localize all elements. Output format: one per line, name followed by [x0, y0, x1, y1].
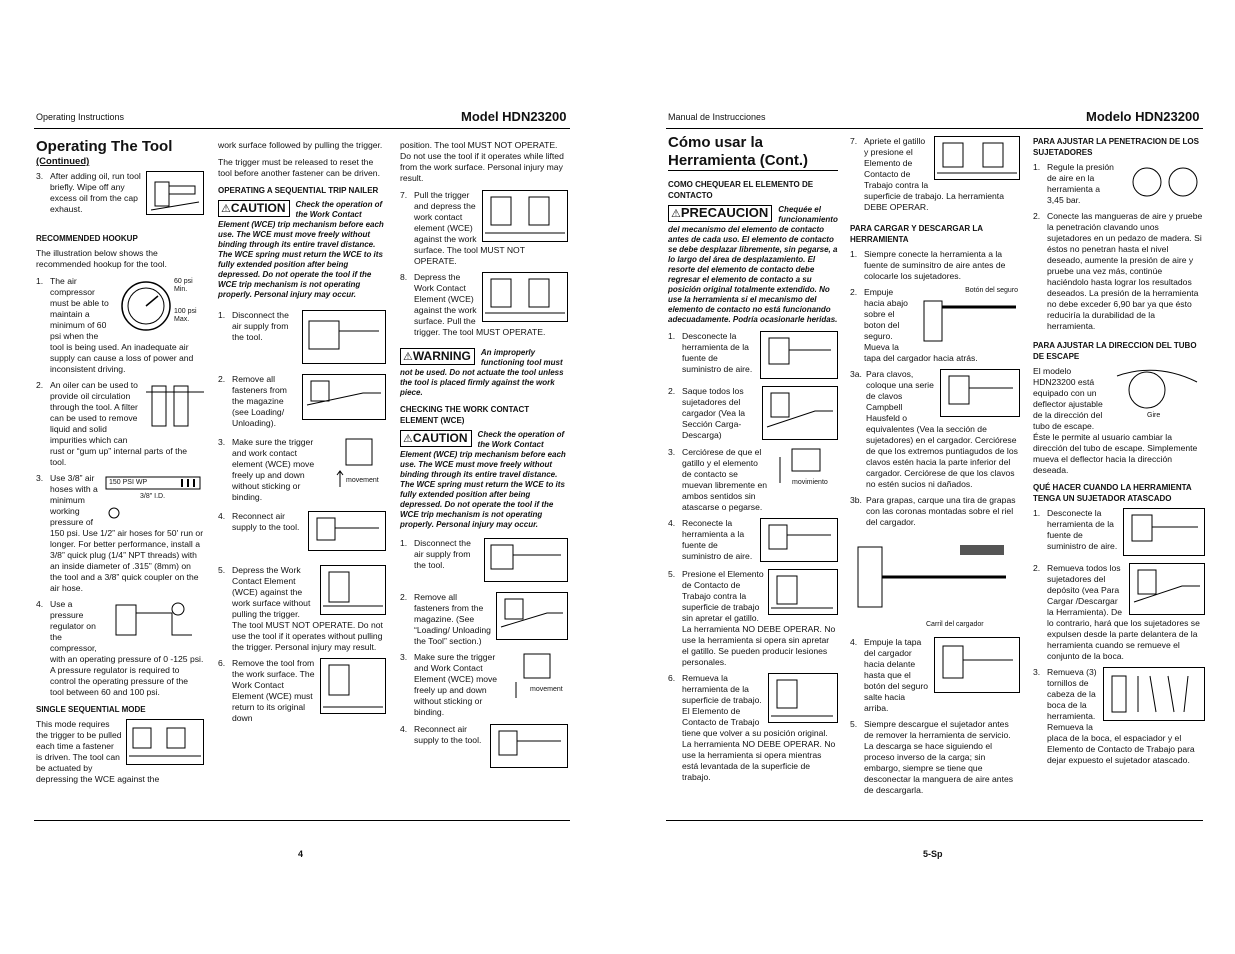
- check-step-6: Remueva la herramienta de la superficie de trabajo. El Elemento de Contacto de Trabajo tiene que volver a su posición original. La herramienta NO DEBE OPERAR. No use la herramienta si opera mientras está levantada de la superficie de trabajo.: [682, 673, 836, 782]
- tool-figure: [496, 592, 568, 640]
- header-label: Operating Instructions: [36, 112, 125, 122]
- tool-figure: [484, 538, 568, 582]
- seq-step-5: Depress the Work Contact Element (WCE) against the work surface without pulling the trigger. The tool MUST NOT OPERATE. Do not use the tool if it operates without pulling the trigger. Personal injury may result.: [232, 565, 383, 652]
- warning-text: An improperly functioning tool must not be used. Do not actuate the tool unless the tool is placed firmly against the work piece.: [400, 348, 564, 397]
- header-rule: [34, 128, 570, 129]
- latch-figure: [920, 287, 1020, 351]
- column-3: position. The tool MUST NOT OPERATE. Do not use the tool if it operates while lifted from the work surface. Personal injury may result. 7. Pull the trigger and depress the work contact element (WCE) against the work surface. The tool MUST NOT OPERATE. 8. Depress the Work Contact Element (WCE) against the work surface. Pull the trigger. The tool MUST OPERATE. ⚠WARNING An improperly functioning tool must not be used. Do not actuate the tool unless the tool is placed firmly against the work piece. CHECKING THE WORK CONTACT ELEMENT (WCE) ⚠CAUTION Check the operation of the Work Contact Element (WCE) trip mechanism before each use. The WCE must move freely without binding through its entire travel distance. The WCE spring must return the WCE to its fully extended position after being depressed. Do not operate the tool if the WCE trip mechanism is not operating properly. Personal injury may occur. 1. Disconnect the air supply from the tool. 2. Remove all fasteners from the magazine. (See “Loading/ Unloading the Tool” section.) 3. movement Make sure the trigger and Work Contact Element (WCE) move freely up and down without sticking or binding. 4. Reconnect air supply to the tool.: [400, 140, 568, 775]
- single-mode-text: This mode requires the trigger to be pulled each time a fastener is driven. The tool can be actuated by depressing the WCE against the: [36, 719, 160, 784]
- footer-rule: [666, 820, 1203, 821]
- header-rule: [666, 128, 1203, 129]
- jam-step-1: Desconecte la herramienta de la fuente de suministro de aire.: [1047, 508, 1118, 551]
- hookup-2-text: An oiler can be used to provide oil circulation through the tool. A filter can be used to remove liquid and solid impurities which can rust or “gum up” internal parts of the tool.: [50, 380, 188, 467]
- tool-figure: [320, 658, 386, 714]
- latch-label: Botón del seguro: [965, 287, 1018, 294]
- check-step-2: Remove all fasteners from the magazine. (See “Loading/ Unloading the Tool” section.): [414, 592, 491, 646]
- tool-figure: [934, 136, 1020, 180]
- column-2: work surface followed by pulling the trigger. The trigger must be released to reset the tool before another fastener can be driven. OPERATING A SEQUENTIAL TRIP NAILER ⚠CAUTION Check the operation of the Work Contact Element (WCE) trip mechanism before each use. The WCE must move freely without binding through its entire travel distance. The WCE spring must return the WCE to its fully extended position after being depressed. Do not operate the tool if the WCE trip mechanism is not operating properly. Personal injury may occur. 1. Disconnect the air supply from the tool. 2. Remove all fasteners from the magazine (see Loading/ Unloading). 3. movement Make sure the trigger and work contact element (WCE) move freely up and down without sticking or binding. 4. Reconnect air supply to the tool. 5. Depress the Work Contact Element (WCE) against the work surface without pulling the trigger. The tool MUST NOT OPERATE. Do not use the tool if it operates without pulling the trigger. Personal injury may result. 6. Remove the tool from the work surface. The Work Contact Element (WCE) must return to its original down: [218, 140, 386, 729]
- step-3-text: After adding oil, run tool briefly. Wipe off any excess oil from the cap exhaust.: [50, 171, 141, 214]
- column-1: Cómo usar la Herramienta (Cont.) COMO CHEQUEAR EL ELEMENTO DE CONTACTO ⚠PRECAUCION Chequée el funcionamiento del mecanismo del elemento de contacto antes de cada uso. El elemento de contacto se debe desplazar libremente, sin pegarse, a lo largo del área de desplazamiento. El resorte del elemento de contacto debe regresar el elemento de contacto a su posición original totalmente extendido. No use la herramienta si el mecanismo del elemento de contacto no está funcionando adecuadamente. Podría ocasionarle heridas. 1. Desconecte la herramienta de la fuente de suministro de aire. 2. Saque todos los sujetadores del cargador (Vea la Sección Carga-Descarga) 3. movimiento Cerciórese de que el gatillo y el elemento de contacto se muevan libremente en ambos sentidos sin atascarse o pegarse. 4. Reconecte la herramienta a la fuente de suministro de aire. 5. Presione el Elemento de Contacto de Trabajo contra la superficie de trabajo sin apretar el gatillo. La herramienta NO DEBE OPERAR. No use la herramienta si opera sin apretar el gatillo. Se pueden producir lesiones personales. 6. Remueva la herramienta de la superficie de trabajo. El Elemento de Contacto de Trabajo tiene que volver a su posición original. La herramienta NO DEBE OPERAR. No use la herramienta si opera mientras está levantada de la superficie de trabajo.: [668, 134, 838, 782]
- check-step-1: Desconecte la herramienta de la fuente de suministro de aire.: [682, 331, 753, 374]
- pen-step-1: Regule la presión de aire en la herramienta a 3,45 bar.: [1047, 162, 1114, 205]
- precaucion-block: [668, 205, 838, 325]
- page-subtitle: (Continued): [36, 156, 90, 167]
- check-step-2: Saque todos los sujetadores del cargador (Vea la Sección Carga-Descarga): [682, 386, 746, 440]
- tool-figure: [940, 369, 1020, 417]
- col2-paragraph-1: work surface followed by pulling the trigger.: [218, 140, 383, 150]
- sequential-heading: OPERATING A SEQUENTIAL TRIP NAILER: [218, 186, 379, 195]
- header-model: Model HDN23200: [461, 109, 567, 124]
- right-page: [617, 0, 1235, 954]
- seq-step-6: Remove the tool from the work surface. The Work Contact Element (WCE) must return to its original down: [232, 658, 315, 723]
- load-step-3a: Para clavos, coloque una serie de clavos Campbell Hausfeld o equivalentes (Vea la sección de sujetadores) en el cargador. Cerciórese de que los extremos puntiagudos de los clavos estén hacia la parte inferior del cargador. Cerciórese de que los clavos no estén sucios ni dañados.: [866, 369, 1018, 489]
- tool-figure: [1129, 563, 1205, 615]
- regulator-figure: [112, 599, 204, 643]
- check-step-4: Reconecte la herramienta a la fuente de suministro de aire.: [682, 518, 753, 561]
- warning-block: [400, 348, 568, 398]
- caution-badge: ⚠CAUTION: [400, 430, 472, 447]
- warning-triangle-icon: ⚠: [403, 351, 413, 363]
- movement-figure: [772, 447, 838, 493]
- hose-rating-label: 150 PSI WP: [109, 479, 148, 486]
- single-mode-figure: [126, 719, 204, 765]
- column-2: 7. Apriete el gatillo y presione el Elemento de Contacto de Trabajo contra la superficie de trabajo. La herramienta DEBE OPERAR. PARA CARGAR Y DESCARGAR LA HERRAMIENTA 1. Siempre conecte la herramienta a la fuente de suminsitro de aire antes de colocarle los sujetadores. 2. Botón del seguro Empuje hacia abajo sobre el boton del seguro. Mueva la tapa del cargador hacia atrás. 3a. Para clavos, coloque una serie de clavos Campbell Hausfeld o equivalentes (Vea la sección de sujetadores) en el cargador. Cerciórese de que los extremos puntiagudos de los clavos estén hacia la parte inferior del cargador. Cerciórese de que los clavos no estén sucios ni dañados. 3b. Para grapas, carque una tira de grapas con las coronas montadas sobre el riel del cargador. Carril del cargador 4. Empuje la tapa del cargador hacia delante hasta que el botón del seguro salte hacia arriba. 5. Siempre descargue el sujetador antes de remover la herramienta de servicio. La descarga se hace siguiendo el proceso inverso de la carga; sin embargo, siempre se tiene que desconectar la manguera de aire antes de descargarla.: [850, 136, 1018, 795]
- load-step-2: Empuje hacia abajo sobre el boton del seguro. Mueva la tapa del cargador hacia atrás.: [864, 287, 978, 363]
- hookup-4-text: Use a pressure regulator on the compressor, with an operating pressure of 0 -125 psi. A pressure regulator is required to control the operating pressure of the tool between 60 and 100 psi.: [50, 599, 204, 697]
- load-step-5: Siempre descargue el sujetador antes de remover la herramienta de servicio. La descarga se hace siguiendo el proceso inverso de la carga; sin embargo, siempre se tiene que desconectar la manguera de aire antes de descargarla.: [864, 719, 1014, 795]
- page-title-line-1: Cómo usar la: [668, 134, 764, 151]
- precaucion-text: Chequée el funcionamiento del mecanismo del elemento de contacto antes de cada uso. El elemento de contacto se debe desplazar libremente, sin pegarse, a lo largo del área de desplazamiento. El resorte del elemento de contacto debe regresar el elemento de contacto a su posición original totalmente extendido. No use la herramienta si el mecanismo del elemento de contacto no está funcionando adecuadamente. Podría ocasionarle heridas.: [668, 205, 838, 324]
- tool-figure: [762, 386, 838, 440]
- tool-figure: [320, 565, 386, 615]
- page-title: Operating The Tool: [36, 138, 173, 155]
- pen-step-2: Conecte las mangueras de aire y pruebe la penetración clavando unos sujetadores en un pedazo de madera. Si éstos no penetran hasta el nivel deseado, aumente la presión de aire y pruebe una vez más, continúe haciéndolo hasta lograr los resultados deseados. La presión de la herramienta no debe exceder 6,90 bar ya que ésto reduciría la durabilidad de la herramienta.: [1047, 211, 1203, 331]
- load-heading: PARA CARGAR Y DESCARGAR LA HERRAMIENTA: [850, 224, 983, 244]
- movement-figure: [506, 652, 568, 702]
- movement-label: movement: [346, 477, 379, 484]
- caution-badge: ⚠CAUTION: [218, 200, 290, 217]
- check-step-4: Reconnect air supply to the tool.: [414, 724, 482, 745]
- tool-figure: [490, 724, 568, 768]
- warning-triangle-icon: ⚠: [671, 208, 681, 220]
- hookup-intro: The illustration below shows the recommended hookup for the tool.: [36, 248, 167, 269]
- left-page: [0, 0, 617, 954]
- header-model: Modelo HDN23200: [1086, 109, 1200, 124]
- hookup-3-text: Use 3/8” air hoses with a minimum working pressure of 150 psi. Use 1/2” air hoses for 50' run or longer. For better performance, install a 3/8” quick plug (1/4” NPT threads) with an inside diameter of .315” (8mm) on the tool and a 3/8” quick coupler on the air hose.: [50, 473, 204, 593]
- check-step-1: Disconnect the air supply from the tool.: [414, 538, 471, 570]
- caution-text-2: Check the operation of the Work Contact Element (WCE) trip mechanism before each use. The WCE must move freely without binding through its entire travel distance. The WCE spring must return the WCE to its fully extended position after being depressed. Do not operate the tool if the WCE trip mechanism is not operating properly. Personal injury may occur.: [400, 430, 566, 529]
- tool-figure: [1123, 508, 1205, 556]
- tool-figure: [760, 331, 838, 379]
- jam-step-3: Remueva (3) tornillos de cabeza de la boca de la herramienta. Remueva la placa de la boca, el espaciador y el Elemento de Contacto de Trabajo para dejar expuesto el sujetador atascado.: [1047, 667, 1195, 765]
- page-number: 5-Sp: [923, 849, 943, 859]
- caution-block-2: [400, 430, 568, 530]
- tool-figure: [934, 637, 1020, 693]
- direction-text: El modelo HDN23200 está equipado con un deflector ajustable de la dirección del tubo de escape. Éste le permite al usuario cambiar la dirección del tubo de escape. Simplemente mueva el deflector hacia la dirección deseada.: [1033, 366, 1198, 475]
- seq-step-1: Disconnect the air supply from the tool.: [232, 310, 289, 342]
- seq-step-3: Make sure the trigger and work contact element (WCE) move freely up and down without sticking or binding.: [232, 437, 315, 502]
- movement-figure: [332, 437, 386, 495]
- caution-block: [218, 200, 386, 300]
- load-step-4: Empuje la tapa del cargador hacia delante hasta que el botón del seguro salte hacia arriba.: [864, 637, 929, 713]
- load-step-1: Siempre conecte la herramienta a la fuente de suminsitro de aire antes de colocarle los sujetadores.: [864, 249, 1006, 281]
- caution-text: Check the operation of the Work Contact Element (WCE) trip mechanism before each use. The WCE must move freely without binding through its entire travel distance. The WCE spring must return the WCE to its fully extended position after being depressed. Do not operate the tool if the WCE trip mechanism is not operating properly. Personal injury may occur.: [218, 200, 384, 299]
- warning-triangle-icon: ⚠: [403, 433, 413, 445]
- oiler-figure: [146, 380, 204, 442]
- col2-paragraph-2: The trigger must be released to reset the tool before another fastener can be driven.: [218, 157, 380, 178]
- gauge-max-label: 100 psi Max.: [174, 308, 197, 323]
- magazine-rail-figure: [850, 533, 1010, 633]
- tool-figure: [482, 272, 568, 322]
- col3-paragraph-1: position. The tool MUST NOT OPERATE. Do not use the tool if it operates while lifted from the work surface. Personal injury may result.: [400, 140, 564, 183]
- hose-diameter-label: 3/8" I.D.: [140, 493, 166, 500]
- direction-heading: PARA AJUSTAR LA DIRECCION DEL TUBO DE ESCAPE: [1033, 341, 1197, 361]
- seq-step-4: Reconnect air supply to the tool.: [232, 511, 300, 532]
- tool-figure: [768, 673, 838, 723]
- tool-figure: [308, 511, 386, 551]
- jam-step-2: Remueva todos los sujetadores del depósito (vea Para Cargar /Descargar la Herramienta). De lo contrario, hará que los sujetadores se expulsen desde la parte delantera de la herramienta cuando se remueve el conjunto de la boca.: [1047, 563, 1200, 661]
- single-mode-heading: SINGLE SEQUENTIAL MODE: [36, 705, 146, 714]
- column-3: PARA AJUSTAR LA PENETRACION DE LOS SUJETADORES 1. Regule la presión de aire en la herramienta a 3,45 bar. 2. Conecte las mangueras de aire y pruebe la penetración clavando unos sujetadores en un pedazo de madera. Si éstos no penetran hasta el nivel deseado, aumente la presión de aire y pruebe una vez más, continúe haciéndolo hasta lograr los resultados deseados. La presión de la herramienta no debe exceder 6,90 bar ya que ésto reduciría la durabilidad de la herramienta. PARA AJUSTAR LA DIRECCION DEL TUBO DE ESCAPE Gire El modelo HDN23200 está equipado con un deflector ajustable de la dirección del tubo de escape. Éste le permite al usuario cambiar la dirección del tubo de escape. Simplemente mueva el deflector hacia la dirección deseada. QUÉ HACER CUANDO LA HERRAMIENTA TENGA UN SUJETADOR ATASCADO 1. Desconecte la herramienta de la fuente de suministro de aire. 2. Remueva todos los sujetadores del depósito (vea Para Cargar /Descargar la Herramienta). De lo contrario, hará que los sujetadores se expulsen desde la parte delantera de la herramienta cuando se remueve el conjunto de la boca. 3. Remueva (3) tornillos de cabeza de la boca de la herramienta. Remueva la placa de la boca, el espaciador y el Elemento de Contacto de Trabajo para dejar expuesto el sujetador atascado.: [1033, 136, 1205, 771]
- col3-step-7: Pull the trigger and depress the work contact element (WCE) against the work surface. The tool MUST NOT OPERATE.: [414, 190, 525, 266]
- header-label: Manual de Instrucciones: [668, 112, 766, 122]
- warning-triangle-icon: ⚠: [221, 203, 231, 215]
- hookup-1-text: The air compressor must be able to maintain a minimum of 60 psi when the tool is being used. An inadequate air supply can cause a loss of power and inconsistent driving.: [50, 276, 194, 374]
- tool-figure: [302, 374, 386, 420]
- rotate-label: Gire: [1147, 412, 1161, 419]
- column-1: Operating The Tool (Continued) 3. After adding oil, run tool briefly. Wipe off any excess oil from the cap exhaust. RECOMMENDED HOOKUP The illustration below shows the recommended hookup for the tool. 1. 60 psi Min. 100 psi Max. The air compressor must be able to maintain a minimum of 60 psi when the tool is being used. An inadequate air supply can cause a loss of power and inconsistent driving. 2. An oiler can be used to provide oil circulation through the tool. A filter can be used to remove liquid and solid impurities which can rust or “gum up” internal parts of the tool. 3. 150 PSI WP 3/8" I.D. Use 3/8” air hoses with a minimum working pressure of 150 psi. Use 1/2” air hoses for 50' run or longer. For better performance, install a 3/8” quick plug (1/4” NPT threads) with an inside diameter of .315” (8mm) on the tool and a 3/8” quick coupler on the air hose. 4. Use a pressure regulator on the compressor, with an operating pressure of 0 -125 psi. A pressure regulator is required to control the operating pressure of the tool between 60 and 100 psi. SINGLE SEQUENTIAL MODE This mode requires the trigger to be pulled each time a fastener is driven. The tool can be actuated by depressing the WCE against the: [36, 138, 204, 784]
- penetration-heading: PARA AJUSTAR LA PENETRACION DE LOS SUJETADORES: [1033, 137, 1199, 157]
- tool-figure: [760, 518, 838, 562]
- page-title-line-2: Herramienta (Cont.): [668, 152, 838, 171]
- exhaust-figure: [1107, 366, 1205, 426]
- check-step-3: Make sure the trigger and Work Contact Element (WCE) move freely up and down without sticking or binding.: [414, 652, 498, 717]
- dial-figure: [1123, 162, 1205, 202]
- check-step-3: Cerciórese de que el gatillo y el elemento de contacto se muevan libremente en ambos sentidos sin atascarse o pegarse.: [682, 447, 768, 512]
- load-step-3b: Para grapas, carque una tira de grapas con las coronas montadas sobre el riel del cargador.: [866, 495, 1016, 527]
- footer-rule: [34, 820, 570, 821]
- nose-parts-figure: [1103, 667, 1205, 721]
- col2-step-7: Apriete el gatillo y presione el Elemento de Contacto de Trabajo contra la superficie de trabajo. La herramienta DEBE OPERAR.: [864, 136, 1004, 212]
- hookup-heading: RECOMMENDED HOOKUP: [36, 234, 138, 243]
- seq-step-2: Remove all fasteners from the magazine (see Loading/ Unloading).: [232, 374, 287, 428]
- tool-figure: [768, 569, 838, 615]
- rail-label: Carril del cargador: [926, 621, 984, 628]
- pressure-gauge-figure: [118, 276, 204, 334]
- movement-label: movement: [530, 686, 563, 693]
- col3-step-8: Depress the Work Contact Element (WCE) against the work surface. Pull the trigger. The tool MUST OPERATE.: [414, 272, 546, 337]
- warning-badge: ⚠WARNING: [400, 348, 475, 365]
- check-heading: COMO CHEQUEAR EL ELEMENTO DE CONTACTO: [668, 180, 814, 200]
- jam-heading: QUÉ HACER CUANDO LA HERRAMIENTA TENGA UN SUJETADOR ATASCADO: [1033, 483, 1192, 503]
- hose-figure: [104, 473, 204, 519]
- movement-label: movimiento: [792, 479, 828, 486]
- check-step-5: Presione el Elemento de Contacto de Trabajo contra la superficie de trabajo sin apretar el gatillo. La herramienta NO DEBE OPERAR. No use la herramienta si opera sin apretar el gatillo. Se pueden producir lesiones personales.: [682, 569, 836, 667]
- check-wce-heading: CHECKING THE WORK CONTACT ELEMENT (WCE): [400, 405, 530, 425]
- precaucion-badge: ⚠PRECAUCION: [668, 205, 772, 222]
- oil-figure: [146, 171, 204, 215]
- tool-figure: [302, 310, 386, 364]
- page-number: 4: [298, 849, 304, 859]
- tool-figure: [482, 190, 568, 242]
- gauge-min-label: 60 psi Min.: [174, 278, 193, 293]
